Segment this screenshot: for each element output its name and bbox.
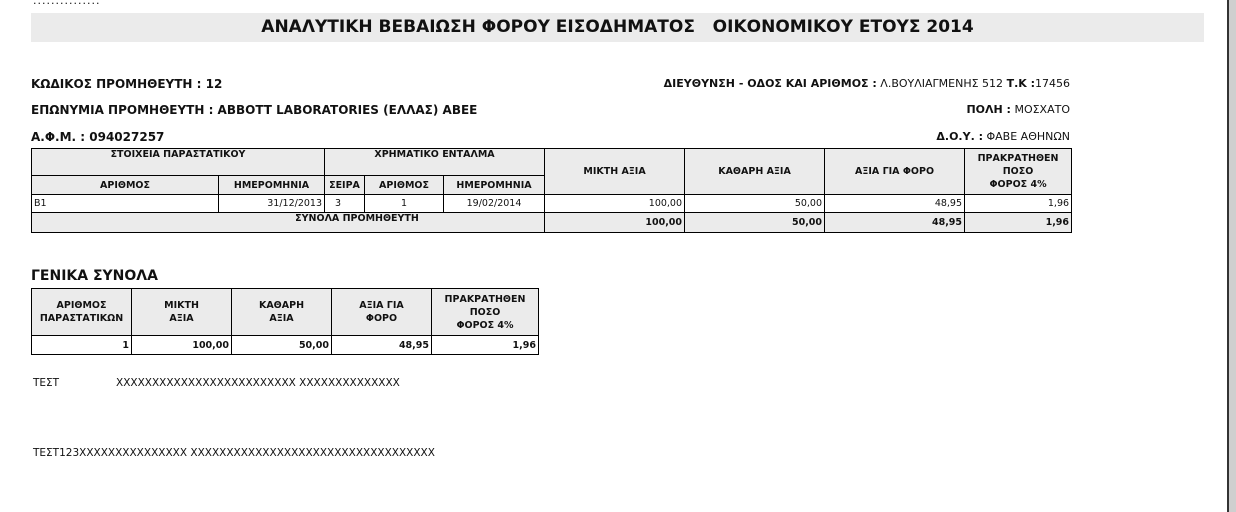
- summary-taxable-header-line2: ΦΟΡΟ: [365, 313, 398, 324]
- summary-net-header-line1: ΚΑΘΑΡΗ: [258, 300, 305, 311]
- withheld-header-line3: ΦΟΡΟΣ 4%: [989, 179, 1047, 190]
- group-payment-order-header: ΧΡΗΜΑΤΙΚΟ ΕΝΤΑΛΜΑ: [325, 149, 545, 176]
- taxable-value-header: ΑΞΙΑ ΓΙΑ ΦΟΡΟ: [825, 149, 965, 195]
- summary-gross-header-line1: ΜΙΚΤΗ: [164, 300, 199, 311]
- doc-number-header: ΑΡΙΘΜΟΣ: [32, 176, 219, 195]
- address-line: [664, 77, 1070, 90]
- summary-withheld-header: [432, 289, 539, 336]
- page-shadow: [1229, 0, 1236, 512]
- net-value-header: ΚΑΘΑΡΗ ΑΞΙΑ: [685, 149, 825, 195]
- summary-net-header: [232, 289, 332, 336]
- supplier-code: ΚΩΔΙΚΟΣ ΠΡΟΜΗΘΕΥΤΗ : 12: [31, 77, 223, 91]
- city-label: ΠΟΛΗ :: [966, 103, 1011, 116]
- summary-withheld-header-line2: ΠΟΣΟ: [469, 306, 501, 318]
- order-number-cell: 1: [365, 195, 444, 213]
- supplier-afm: Α.Φ.Μ. : 094027257: [31, 130, 165, 144]
- note-1-label: ΤΕΣΤ: [33, 377, 60, 389]
- note-2: ΤΕΣΤ123XXXXXXXXXXXXXXX XXXXXXXXXXXXXXXXXXXXXXXXXXXXXXXXXX: [33, 447, 435, 459]
- withheld-header-line1: ΠΡΑΚΡΑΤΗΘΕΝ: [977, 153, 1059, 164]
- summary-count-value: 1: [32, 336, 132, 355]
- doc-date-header: ΗΜΕΡΟΜΗΝΙΑ: [219, 176, 325, 195]
- table-row: [32, 195, 1072, 213]
- order-number-header: ΑΡΙΘΜΟΣ: [365, 176, 444, 195]
- city-value: ΜΟΣΧΑΤΟ: [1014, 103, 1070, 116]
- supplier-name: ΕΠΩΝΥΜΙΑ ΠΡΟΜΗΘΕΥΤΗ : ABBOTT LABORATORIES (ΕΛΛΑΣ) ΑΒΕΕ: [31, 103, 478, 117]
- city-line: [966, 103, 1070, 116]
- series-cell: 3: [325, 195, 365, 213]
- summary-withheld-header-line3: ΦΟΡΟΣ 4%: [456, 319, 514, 331]
- summary-count-header: [32, 289, 132, 336]
- summary-count-header-line2: ΠΑΡΑΣΤΑΤΙΚΩΝ: [39, 313, 124, 324]
- group-document-header: ΣΤΟΙΧΕΙΑ ΠΑΡΑΣΤΑΤΙΚΟΥ: [32, 149, 325, 176]
- top-fragment: ...............: [33, 0, 101, 7]
- summary-title: ΓΕΝΙΚΑ ΣΥΝΟΛΑ: [31, 268, 158, 284]
- document-title: ΑΝΑΛΥΤΙΚΗ ΒΕΒΑΙΩΣΗ ΦΟΡΟΥ ΕΙΣΟΔΗΜΑΤΟΣ ΟΙΚΟΝΟΜΙΚΟΥ ΕΤΟΥΣ 2014: [31, 13, 1204, 42]
- summary-gross-header-line2: ΑΞΙΑ: [169, 313, 194, 324]
- doy-value: ΦΑΒΕ ΑΘΗΝΩΝ: [986, 130, 1070, 143]
- summary-taxable-value: 48,95: [332, 336, 432, 355]
- summary-withheld-header-line1: ΠΡΑΚΡΑΤΗΘΕΝ: [444, 293, 526, 305]
- address-value: Λ.ΒΟΥΛΙΑΓΜΕΝΗΣ 512: [880, 77, 1004, 90]
- totals-row: [32, 213, 1072, 233]
- summary-values-row: [32, 336, 539, 355]
- address-label: ΔΙΕΥΘΥΝΣΗ - ΟΔΟΣ ΚΑΙ ΑΡΙΘΜΟΣ :: [663, 77, 877, 90]
- totals-label: ΣΥΝΟΛΑ ΠΡΟΜΗΘΕΥΤΗ: [32, 213, 545, 233]
- net-value-cell: 50,00: [685, 195, 825, 213]
- total-taxable-cell: 48,95: [825, 213, 965, 233]
- summary-count-header-line1: ΑΡΙΘΜΟΣ: [56, 300, 107, 311]
- total-withheld-cell: 1,96: [965, 213, 1072, 233]
- gross-value-header: ΜΙΚΤΗ ΑΞΙΑ: [545, 149, 685, 195]
- series-header: ΣΕΙΡΑ: [325, 176, 365, 195]
- detail-table: [31, 148, 1072, 233]
- summary-net-value: 50,00: [232, 336, 332, 355]
- summary-table: [31, 288, 539, 355]
- total-gross-cell: 100,00: [545, 213, 685, 233]
- doc-date-cell: 31/12/2013: [219, 195, 325, 213]
- note-1-value: XXXXXXXXXXXXXXXXXXXXXXXXX XXXXXXXXXXXXXX: [116, 377, 400, 389]
- tk-label: Τ.Κ :: [1006, 77, 1035, 90]
- withheld-tax-header: [965, 149, 1072, 195]
- total-net-cell: 50,00: [685, 213, 825, 233]
- summary-gross-value: 100,00: [132, 336, 232, 355]
- summary-taxable-header-line1: ΑΞΙΑ ΓΙΑ: [359, 300, 404, 311]
- gross-value-cell: 100,00: [545, 195, 685, 213]
- withheld-tax-cell: 1,96: [965, 195, 1072, 213]
- doc-number-cell: Β1: [32, 195, 219, 213]
- order-date-header: ΗΜΕΡΟΜΗΝΙΑ: [444, 176, 545, 195]
- doy-line: [936, 130, 1070, 143]
- taxable-value-cell: 48,95: [825, 195, 965, 213]
- summary-gross-header: [132, 289, 232, 336]
- order-date-cell: 19/02/2014: [444, 195, 545, 213]
- summary-withheld-value: 1,96: [432, 336, 539, 355]
- doy-label: Δ.Ο.Υ. :: [936, 130, 983, 143]
- withheld-header-line2: ΠΟΣΟ: [1002, 166, 1034, 177]
- summary-taxable-header: [332, 289, 432, 336]
- summary-net-header-line2: ΑΞΙΑ: [269, 313, 294, 324]
- tk-value: 17456: [1035, 77, 1070, 90]
